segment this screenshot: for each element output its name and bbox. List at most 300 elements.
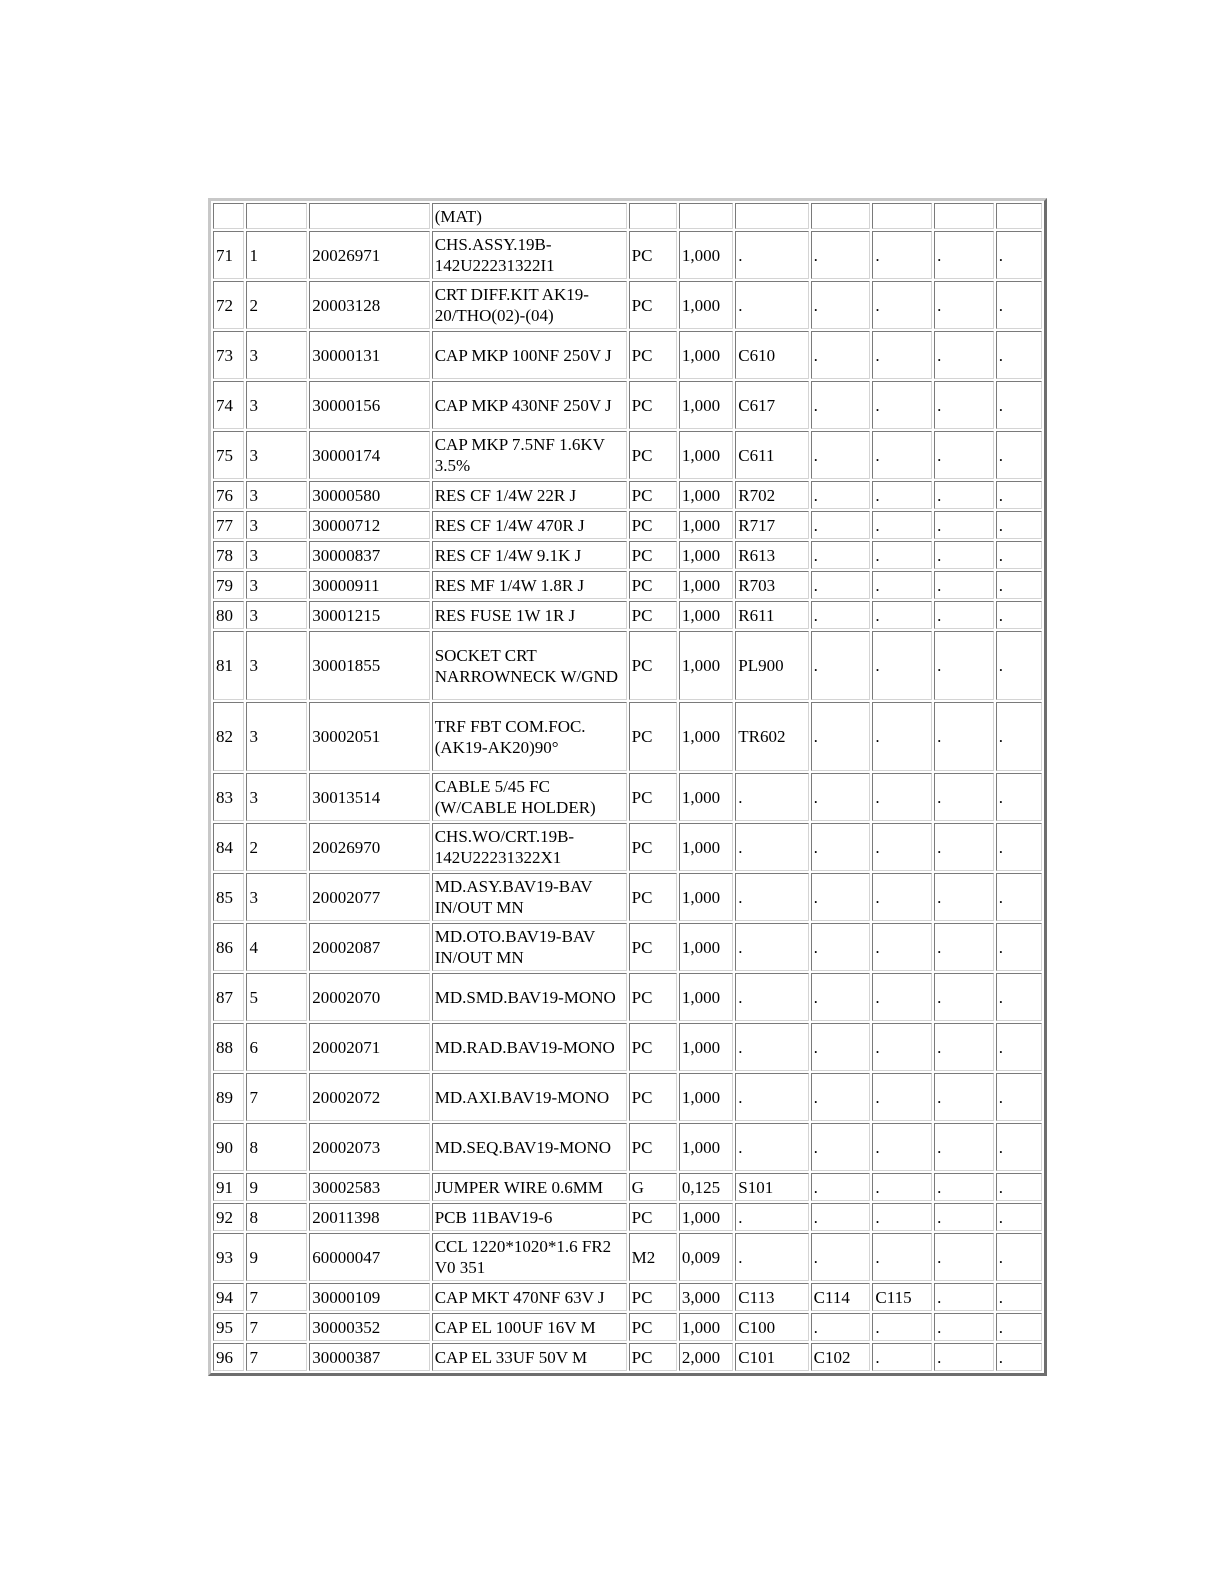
table-row <box>213 331 1042 379</box>
cell-code: 20011398 <box>309 1203 430 1231</box>
cell-no: 83 <box>213 773 244 821</box>
table-row <box>213 1023 1042 1071</box>
cell-ref3: . <box>872 973 932 1021</box>
cell-no: 89 <box>213 1073 244 1121</box>
cell-description: SOCKET CRT NARROWNECK W/GND <box>432 631 627 700</box>
cell-ref5: . <box>996 1313 1042 1341</box>
cell-unit: PC <box>629 1313 677 1341</box>
cell-description: RES MF 1/4W 1.8R J <box>432 571 627 599</box>
cell-no: 82 <box>213 702 244 771</box>
cell-description: RES FUSE 1W 1R J <box>432 601 627 629</box>
cell-code: 30000174 <box>309 431 430 479</box>
cell-no: 78 <box>213 541 244 569</box>
cell-level: 3 <box>246 631 307 700</box>
cell-level: 2 <box>246 281 307 329</box>
cell-ref1: C610 <box>735 331 808 379</box>
table-row <box>213 203 1042 229</box>
cell-level: 9 <box>246 1233 307 1281</box>
cell-code: 30001215 <box>309 601 430 629</box>
cell-ref2: . <box>811 601 871 629</box>
cell-description: CRT DIFF.KIT AK19-20/THO(02)-(04) <box>432 281 627 329</box>
cell-no: 80 <box>213 601 244 629</box>
table-row <box>213 481 1042 509</box>
cell-qty: 1,000 <box>679 481 733 509</box>
cell-ref4: . <box>934 1233 994 1281</box>
cell-no: 79 <box>213 571 244 599</box>
cell-ref5: . <box>996 481 1042 509</box>
cell-ref5: . <box>996 631 1042 700</box>
table-row <box>213 702 1042 771</box>
cell-ref1: R611 <box>735 601 808 629</box>
cell-no: 77 <box>213 511 244 539</box>
cell-ref4: . <box>934 511 994 539</box>
cell-ref2: . <box>811 1023 871 1071</box>
cell-code: 30000109 <box>309 1283 430 1311</box>
cell-no: 86 <box>213 923 244 971</box>
table-row <box>213 571 1042 599</box>
cell-qty: 1,000 <box>679 1073 733 1121</box>
cell-unit: PC <box>629 773 677 821</box>
cell-qty: 1,000 <box>679 923 733 971</box>
cell-no: 90 <box>213 1123 244 1171</box>
cell-qty: 1,000 <box>679 601 733 629</box>
cell-ref3: . <box>872 1123 932 1171</box>
cell-description: JUMPER WIRE 0.6MM <box>432 1173 627 1201</box>
cell-ref2: . <box>811 823 871 871</box>
cell-ref1: R702 <box>735 481 808 509</box>
cell-level: 3 <box>246 773 307 821</box>
cell-ref5: . <box>996 823 1042 871</box>
table-row <box>213 1283 1042 1311</box>
cell-ref2: . <box>811 511 871 539</box>
cell-no: 93 <box>213 1233 244 1281</box>
cell-ref1: R703 <box>735 571 808 599</box>
cell-unit: PC <box>629 431 677 479</box>
cell-ref5: . <box>996 511 1042 539</box>
cell-ref2: . <box>811 773 871 821</box>
cell-ref3: . <box>872 511 932 539</box>
cell-ref4: . <box>934 571 994 599</box>
cell-level: 3 <box>246 571 307 599</box>
cell-description: RES CF 1/4W 22R J <box>432 481 627 509</box>
cell-level: 3 <box>246 601 307 629</box>
cell-description: CAP EL 100UF 16V M <box>432 1313 627 1341</box>
cell-code: 30000580 <box>309 481 430 509</box>
cell-description: RES CF 1/4W 9.1K J <box>432 541 627 569</box>
cell-level <box>246 203 307 229</box>
table-row <box>213 923 1042 971</box>
cell-ref2: . <box>811 1233 871 1281</box>
cell-unit: PC <box>629 702 677 771</box>
cell-ref1: . <box>735 923 808 971</box>
cell-ref3: . <box>872 773 932 821</box>
cell-ref5: . <box>996 873 1042 921</box>
table-row <box>213 1073 1042 1121</box>
cell-ref5 <box>996 203 1042 229</box>
cell-ref5: . <box>996 923 1042 971</box>
cell-description: MD.RAD.BAV19-MONO <box>432 1023 627 1071</box>
cell-ref4: . <box>934 231 994 279</box>
cell-no: 91 <box>213 1173 244 1201</box>
cell-ref2: . <box>811 873 871 921</box>
cell-level: 3 <box>246 481 307 509</box>
cell-code: 30002583 <box>309 1173 430 1201</box>
cell-code: 20002087 <box>309 923 430 971</box>
cell-ref1 <box>735 203 808 229</box>
cell-ref3: . <box>872 1313 932 1341</box>
cell-code: 20026971 <box>309 231 430 279</box>
cell-description: MD.AXI.BAV19-MONO <box>432 1073 627 1121</box>
cell-qty: 1,000 <box>679 511 733 539</box>
cell-ref5: . <box>996 331 1042 379</box>
cell-unit: PC <box>629 873 677 921</box>
cell-no: 96 <box>213 1343 244 1371</box>
cell-description: TRF FBT COM.FOC.(AK19-AK20)90° <box>432 702 627 771</box>
cell-description: CCL 1220*1020*1.6 FR2 V0 351 <box>432 1233 627 1281</box>
cell-ref3: . <box>872 331 932 379</box>
cell-description: CHS.WO/CRT.19B-142U22231322X1 <box>432 823 627 871</box>
cell-ref2: . <box>811 381 871 429</box>
cell-ref1: R717 <box>735 511 808 539</box>
cell-unit: PC <box>629 381 677 429</box>
cell-ref1: . <box>735 1123 808 1171</box>
cell-ref4: . <box>934 1173 994 1201</box>
cell-ref2: . <box>811 481 871 509</box>
cell-qty: 1,000 <box>679 773 733 821</box>
cell-code: 20003128 <box>309 281 430 329</box>
cell-ref5: . <box>996 571 1042 599</box>
cell-no: 74 <box>213 381 244 429</box>
cell-ref3: . <box>872 381 932 429</box>
cell-qty: 1,000 <box>679 631 733 700</box>
cell-qty: 0,009 <box>679 1233 733 1281</box>
cell-ref2: . <box>811 331 871 379</box>
cell-ref4: . <box>934 702 994 771</box>
cell-description: CAP MKP 100NF 250V J <box>432 331 627 379</box>
cell-ref3: C115 <box>872 1283 932 1311</box>
cell-level: 3 <box>246 541 307 569</box>
cell-ref4: . <box>934 631 994 700</box>
cell-code: 20002072 <box>309 1073 430 1121</box>
cell-ref3: . <box>872 481 932 509</box>
cell-ref1: . <box>735 973 808 1021</box>
cell-level: 3 <box>246 331 307 379</box>
cell-ref5: . <box>996 541 1042 569</box>
table-row <box>213 381 1042 429</box>
bom-body <box>213 203 1042 1371</box>
cell-code: 20002070 <box>309 973 430 1021</box>
cell-ref4: . <box>934 1073 994 1121</box>
cell-no: 88 <box>213 1023 244 1071</box>
cell-no: 72 <box>213 281 244 329</box>
cell-ref1: C113 <box>735 1283 808 1311</box>
cell-unit: PC <box>629 1073 677 1121</box>
cell-ref3: . <box>872 1023 932 1071</box>
cell-code: 20002071 <box>309 1023 430 1071</box>
cell-unit: PC <box>629 541 677 569</box>
cell-unit: PC <box>629 631 677 700</box>
cell-no: 75 <box>213 431 244 479</box>
cell-ref1: C611 <box>735 431 808 479</box>
cell-ref1: S101 <box>735 1173 808 1201</box>
cell-ref5: . <box>996 702 1042 771</box>
cell-unit <box>629 203 677 229</box>
cell-level: 7 <box>246 1283 307 1311</box>
cell-ref4: . <box>934 1283 994 1311</box>
cell-ref2: . <box>811 281 871 329</box>
cell-ref4: . <box>934 773 994 821</box>
cell-unit: PC <box>629 281 677 329</box>
cell-ref1: C100 <box>735 1313 808 1341</box>
cell-ref1: . <box>735 1073 808 1121</box>
table-row <box>213 1343 1042 1371</box>
cell-ref5: . <box>996 1283 1042 1311</box>
cell-unit: PC <box>629 973 677 1021</box>
table-row <box>213 1203 1042 1231</box>
table-row <box>213 773 1042 821</box>
cell-ref5: . <box>996 431 1042 479</box>
cell-level: 3 <box>246 702 307 771</box>
cell-ref1: C101 <box>735 1343 808 1371</box>
cell-code: 30000837 <box>309 541 430 569</box>
cell-ref4: . <box>934 331 994 379</box>
cell-level: 5 <box>246 973 307 1021</box>
cell-ref1: C617 <box>735 381 808 429</box>
cell-ref3: . <box>872 541 932 569</box>
cell-qty: 1,000 <box>679 331 733 379</box>
cell-no: 76 <box>213 481 244 509</box>
table-row <box>213 973 1042 1021</box>
table-row <box>213 1123 1042 1171</box>
cell-ref4: . <box>934 973 994 1021</box>
cell-level: 2 <box>246 823 307 871</box>
cell-ref4: . <box>934 1023 994 1071</box>
cell-ref2: . <box>811 631 871 700</box>
cell-unit: PC <box>629 923 677 971</box>
cell-description: MD.ASY.BAV19-BAV IN/OUT MN <box>432 873 627 921</box>
cell-ref1: . <box>735 1233 808 1281</box>
cell-no: 87 <box>213 973 244 1021</box>
cell-ref2: . <box>811 973 871 1021</box>
cell-description: CAP MKP 7.5NF 1.6KV 3.5% <box>432 431 627 479</box>
cell-ref1: . <box>735 1023 808 1071</box>
cell-ref2: . <box>811 1073 871 1121</box>
cell-ref4: . <box>934 481 994 509</box>
cell-ref3: . <box>872 631 932 700</box>
cell-ref2: C102 <box>811 1343 871 1371</box>
cell-ref1: . <box>735 773 808 821</box>
cell-ref2: . <box>811 541 871 569</box>
cell-description: RES CF 1/4W 470R J <box>432 511 627 539</box>
cell-code: 20002073 <box>309 1123 430 1171</box>
cell-ref4: . <box>934 431 994 479</box>
cell-description: PCB 11BAV19-6 <box>432 1203 627 1231</box>
cell-level: 9 <box>246 1173 307 1201</box>
cell-qty: 1,000 <box>679 1023 733 1071</box>
cell-ref4: . <box>934 923 994 971</box>
cell-code: 30000911 <box>309 571 430 599</box>
cell-qty: 1,000 <box>679 571 733 599</box>
cell-qty: 1,000 <box>679 1203 733 1231</box>
cell-ref3: . <box>872 431 932 479</box>
cell-code: 30000712 <box>309 511 430 539</box>
cell-unit: PC <box>629 331 677 379</box>
cell-unit: G <box>629 1173 677 1201</box>
cell-description: MD.SMD.BAV19-MONO <box>432 973 627 1021</box>
cell-unit: PC <box>629 231 677 279</box>
cell-level: 8 <box>246 1203 307 1231</box>
cell-ref1: TR602 <box>735 702 808 771</box>
cell-ref4 <box>934 203 994 229</box>
table-row <box>213 431 1042 479</box>
cell-ref2: . <box>811 1203 871 1231</box>
cell-no: 81 <box>213 631 244 700</box>
cell-qty: 1,000 <box>679 541 733 569</box>
cell-ref1: PL900 <box>735 631 808 700</box>
cell-ref3: . <box>872 281 932 329</box>
cell-level: 1 <box>246 231 307 279</box>
cell-level: 3 <box>246 511 307 539</box>
table-row <box>213 873 1042 921</box>
cell-ref1: . <box>735 231 808 279</box>
cell-qty: 1,000 <box>679 231 733 279</box>
cell-ref5: . <box>996 1073 1042 1121</box>
cell-level: 7 <box>246 1343 307 1371</box>
cell-ref4: . <box>934 1343 994 1371</box>
cell-qty: 1,000 <box>679 702 733 771</box>
cell-ref3: . <box>872 873 932 921</box>
table-row <box>213 631 1042 700</box>
cell-unit: PC <box>629 601 677 629</box>
cell-ref1: R613 <box>735 541 808 569</box>
cell-code: 20026970 <box>309 823 430 871</box>
cell-code: 30001855 <box>309 631 430 700</box>
cell-ref2: . <box>811 431 871 479</box>
cell-code: 30002051 <box>309 702 430 771</box>
table-row <box>213 823 1042 871</box>
cell-ref2: C114 <box>811 1283 871 1311</box>
cell-ref4: . <box>934 1313 994 1341</box>
cell-description: CAP MKP 430NF 250V J <box>432 381 627 429</box>
cell-qty: 1,000 <box>679 1123 733 1171</box>
cell-description: MD.SEQ.BAV19-MONO <box>432 1123 627 1171</box>
cell-ref3: . <box>872 1073 932 1121</box>
cell-level: 7 <box>246 1073 307 1121</box>
cell-ref3: . <box>872 923 932 971</box>
cell-qty: 1,000 <box>679 1313 733 1341</box>
table-row <box>213 281 1042 329</box>
cell-level: 3 <box>246 431 307 479</box>
cell-ref5: . <box>996 1203 1042 1231</box>
cell-qty: 2,000 <box>679 1343 733 1371</box>
table-row <box>213 1233 1042 1281</box>
cell-ref4: . <box>934 601 994 629</box>
cell-ref3: . <box>872 823 932 871</box>
cell-code <box>309 203 430 229</box>
cell-level: 3 <box>246 381 307 429</box>
table-row <box>213 541 1042 569</box>
cell-unit: PC <box>629 1023 677 1071</box>
cell-ref1: . <box>735 281 808 329</box>
cell-unit: PC <box>629 1203 677 1231</box>
cell-qty: 1,000 <box>679 381 733 429</box>
cell-no: 73 <box>213 331 244 379</box>
cell-ref1: . <box>735 873 808 921</box>
cell-no: 71 <box>213 231 244 279</box>
cell-ref2: . <box>811 571 871 599</box>
cell-ref2 <box>811 203 871 229</box>
cell-unit: PC <box>629 1123 677 1171</box>
cell-ref4: . <box>934 281 994 329</box>
cell-ref4: . <box>934 1203 994 1231</box>
cell-qty: 1,000 <box>679 431 733 479</box>
cell-ref5: . <box>996 1123 1042 1171</box>
cell-qty <box>679 203 733 229</box>
cell-no: 92 <box>213 1203 244 1231</box>
cell-ref5: . <box>996 231 1042 279</box>
cell-ref2: . <box>811 1313 871 1341</box>
cell-ref2: . <box>811 1123 871 1171</box>
cell-description: CAP EL 33UF 50V M <box>432 1343 627 1371</box>
cell-unit: M2 <box>629 1233 677 1281</box>
cell-description: CAP MKT 470NF 63V J <box>432 1283 627 1311</box>
cell-ref1: . <box>735 823 808 871</box>
cell-qty: 0,125 <box>679 1173 733 1201</box>
cell-ref5: . <box>996 1343 1042 1371</box>
bom-sheet <box>208 198 1047 1376</box>
cell-level: 4 <box>246 923 307 971</box>
cell-unit: PC <box>629 823 677 871</box>
table-row <box>213 601 1042 629</box>
cell-level: 3 <box>246 873 307 921</box>
cell-ref3: . <box>872 1203 932 1231</box>
cell-ref3: . <box>872 1173 932 1201</box>
cell-no: 95 <box>213 1313 244 1341</box>
cell-description: MD.OTO.BAV19-BAV IN/OUT MN <box>432 923 627 971</box>
cell-no: 94 <box>213 1283 244 1311</box>
cell-ref5: . <box>996 1023 1042 1071</box>
cell-ref4: . <box>934 381 994 429</box>
cell-ref4: . <box>934 873 994 921</box>
cell-qty: 1,000 <box>679 973 733 1021</box>
cell-code: 30000131 <box>309 331 430 379</box>
cell-code: 30000387 <box>309 1343 430 1371</box>
cell-code: 30000156 <box>309 381 430 429</box>
cell-ref3: . <box>872 1233 932 1281</box>
cell-ref5: . <box>996 281 1042 329</box>
cell-ref5: . <box>996 973 1042 1021</box>
cell-ref1: . <box>735 1203 808 1231</box>
cell-qty: 1,000 <box>679 873 733 921</box>
cell-ref3: . <box>872 1343 932 1371</box>
table-row <box>213 1173 1042 1201</box>
cell-ref5: . <box>996 1233 1042 1281</box>
cell-level: 7 <box>246 1313 307 1341</box>
cell-unit: PC <box>629 571 677 599</box>
cell-no: 85 <box>213 873 244 921</box>
cell-ref3: . <box>872 571 932 599</box>
cell-ref2: . <box>811 231 871 279</box>
cell-level: 6 <box>246 1023 307 1071</box>
cell-ref2: . <box>811 702 871 771</box>
table-row <box>213 231 1042 279</box>
cell-description: CHS.ASSY.19B-142U22231322I1 <box>432 231 627 279</box>
cell-code: 60000047 <box>309 1233 430 1281</box>
table-row <box>213 511 1042 539</box>
cell-ref3: . <box>872 601 932 629</box>
cell-ref5: . <box>996 601 1042 629</box>
cell-ref3 <box>872 203 932 229</box>
